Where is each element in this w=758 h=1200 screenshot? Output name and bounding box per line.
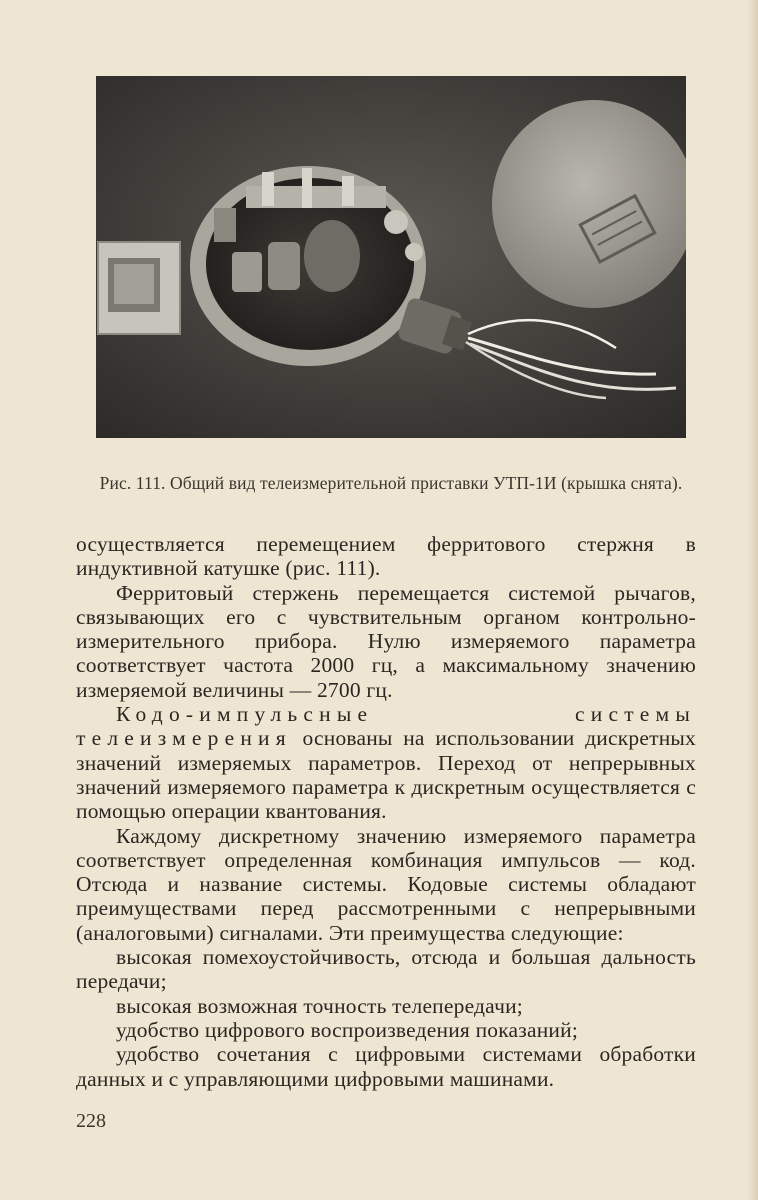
paragraph-4: Каждому дискретному значению измеряемого параметра соответствует определенная комбинация импульсов — код. Отсюда и название системы. Кодовые системы обладают преимуществами перед рассмотренными с непрерывными (аналоговыми) сигналами. Эти преимущества следующие: xyxy=(76,823,696,945)
paragraph-3-rest: основаны на использовании дискретных значений измеряемых параметров. Переход от непрерывных значений измеряемого параметра к дискретным осуществляется с помощью операции квантования. xyxy=(76,726,696,824)
figure-caption: Рис. 111. Общий вид телеизмерительной приставки УТП-1И (крышка снята). xyxy=(99,473,683,493)
spaced-term: Кодо-импульсные системы телеизмерения xyxy=(76,702,696,751)
paragraph-2: Ферритовый стержень перемещается системой рычагов, связывающих его с чувствительным органом контрольно-измерительного прибора. Нулю измеряемого параметра соответствует частота 2000 гц, а максимальному значению измеряемой величины — 2700 гц. xyxy=(76,580,696,702)
paragraph-1: осуществляется перемещением ферритового стержня в индуктивной катушке (рис. 111). xyxy=(76,532,696,581)
figure-photo xyxy=(96,76,686,438)
page-edge-shadow xyxy=(748,0,758,1200)
page-number: 228 xyxy=(76,1110,106,1132)
list-item: высокая помехоустойчивость, отсюда и большая дальность передачи; xyxy=(76,945,696,994)
body-text xyxy=(76,532,696,1091)
list-item: удобство сочетания с цифровыми системами обработки данных и с управляющими цифровыми машинами. xyxy=(76,1042,696,1091)
list-item: удобство цифрового воспроизведения показаний; xyxy=(116,1017,579,1042)
paragraph-3 xyxy=(76,702,696,823)
list-item: высокая возможная точность телепередачи; xyxy=(116,993,523,1018)
